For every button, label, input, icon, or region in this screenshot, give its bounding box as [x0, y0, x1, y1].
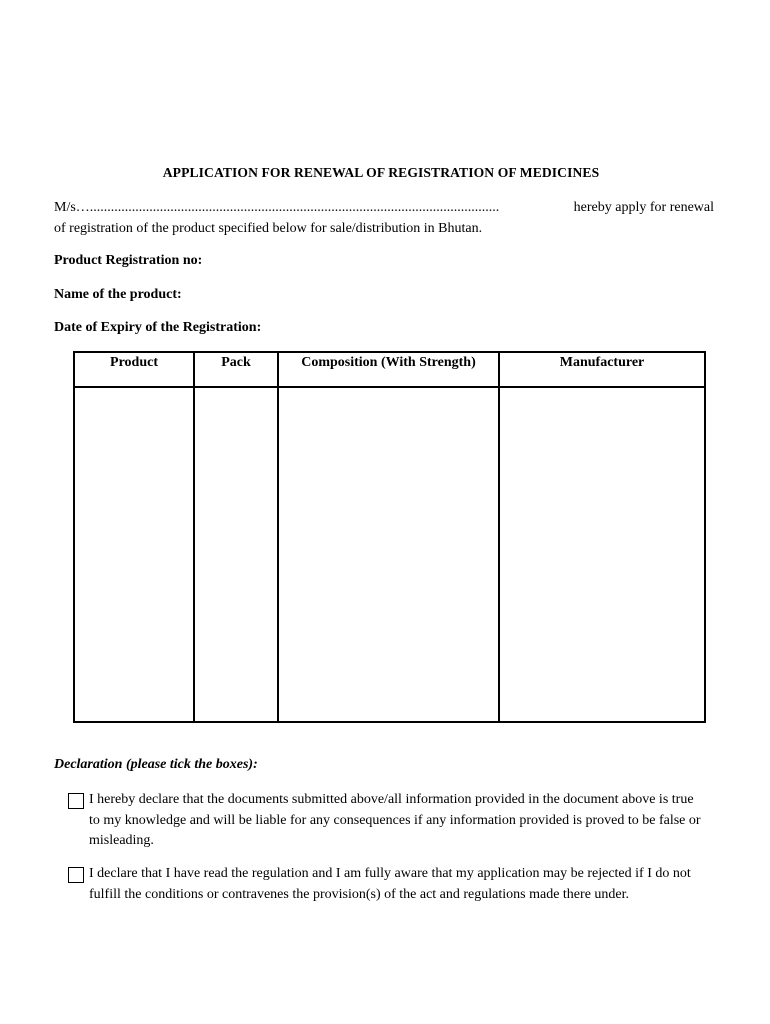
cell-composition[interactable]	[278, 387, 499, 722]
form-title: APPLICATION FOR RENEWAL OF REGISTRATION OF MEDICINES	[162, 165, 600, 180]
applicant-name-blank[interactable]: M/s….....................................................................................................................	[54, 200, 500, 215]
header-product: Product	[74, 352, 194, 387]
cell-product[interactable]	[74, 387, 194, 722]
declaration-text-1: I hereby declare that the documents submitted above/all information provided in the document above is true to my knowledge and will be liable for any consequences if any information provided is proved to be false or misleading.	[89, 792, 701, 848]
product-name-label: Name of the product:	[54, 287, 182, 302]
product-table	[73, 351, 706, 723]
intro-line-2: of registration of the product specified below for sale/distribution in Bhutan.	[54, 221, 483, 236]
header-composition: Composition (With Strength)	[278, 352, 499, 387]
cell-manufacturer[interactable]	[499, 387, 705, 722]
header-pack: Pack	[194, 352, 278, 387]
cell-pack[interactable]	[194, 387, 278, 722]
intro-suffix: hereby apply for renewal	[573, 200, 714, 215]
intro-paragraph	[54, 197, 714, 239]
declaration-heading: Declaration (please tick the boxes):	[54, 757, 258, 772]
declaration-item	[68, 864, 708, 905]
declaration-item	[68, 790, 708, 852]
declaration-checkbox-1[interactable]	[68, 793, 84, 809]
registration-no-label: Product Registration no:	[54, 253, 203, 268]
expiry-date-label: Date of Expiry of the Registration:	[54, 320, 262, 335]
declaration-checkbox-2[interactable]	[68, 867, 84, 883]
declaration-text-2: I declare that I have read the regulation and I am fully aware that my application may be rejected if I do not fulfill the conditions or contravenes the provision(s) of the act and regulations made there under.	[89, 866, 691, 902]
table-header-row	[74, 352, 705, 387]
table-row	[74, 387, 705, 722]
header-manufacturer: Manufacturer	[499, 352, 705, 387]
